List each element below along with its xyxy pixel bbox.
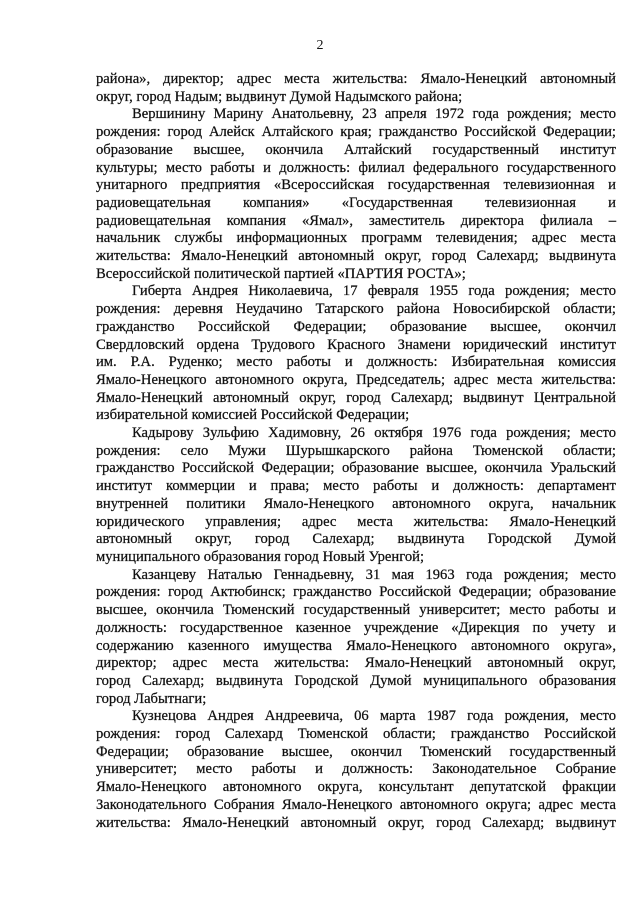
text-line: внутренней политики Ямало-Ненецкого автономного округа, начальник xyxy=(96,495,616,512)
text-line: Вершинину Марину Анатольевну, 23 апреля 1972 года рождения; место xyxy=(132,106,616,123)
text-line: жительства: Ямало-Ненецкий автономный округ, город Салехард; выдвинута xyxy=(96,248,616,265)
text-line: гражданство Российской Федерации; образование высшее, окончила Уральский xyxy=(96,460,616,477)
text-line: Кузнецова Андрея Андреевича, 06 марта 1987 года рождения, место xyxy=(132,708,616,725)
text-line: высшее, окончила Тюменский государственный университет; место работы и xyxy=(96,602,616,619)
text-line: рождения: город Алейск Алтайского края; гражданство Российской Федерации; xyxy=(96,124,616,141)
text-line: рождения: село Мужи Шурышкарского района Тюменской области; xyxy=(96,442,616,459)
text-line: должность: государственное казенное учреждение «Дирекция по учету и xyxy=(96,619,616,636)
text-line: Кадырову Зульфию Хадимовну, 26 октября 1976 года рождения; место xyxy=(132,425,616,442)
text-line: унитарного предприятия «Всероссийская государственная телевизионная и xyxy=(96,177,616,194)
text-line: институт коммерции и права; место работы и должность: департамент xyxy=(96,478,616,495)
text-line: юридического управления; адрес места жительства: Ямало-Ненецкий xyxy=(96,513,616,530)
text-line: Ямало-Ненецкого автономного округа, консультант депутатской фракции xyxy=(96,779,616,796)
text-line: директор; адрес места жительства: Ямало-Ненецкий автономный округ, xyxy=(96,655,616,672)
text-line: содержанию казенного имущества Ямало-Ненецкого автономного округа», xyxy=(96,637,616,654)
text-line: радиовещательная компания «Ямал», заместитель директора филиала – xyxy=(96,212,616,229)
text-line: город Лабытнаги; xyxy=(96,690,207,707)
text-line: района», директор; адрес места жительства: Ямало-Ненецкий автономный xyxy=(96,71,616,87)
text-line: Законодательного Собрания Ямало-Ненецкого автономного округа; адрес места xyxy=(96,796,616,813)
text-line: радиовещательная компания» «Государственная телевизионная и xyxy=(96,194,616,211)
text-line: начальник службы информационных программ телевидения; адрес места xyxy=(96,230,616,247)
text-line: округ, город Надым; выдвинут Думой Надымского района; xyxy=(96,88,463,105)
text-line: рождения: деревня Неудачино Татарского района Новосибирской области; xyxy=(96,301,616,318)
text-line: Казанцеву Наталью Геннадьевну, 31 мая 1963 года рождения; место xyxy=(132,566,616,583)
text-line: гражданство Российской Федерации; образование высшее, окончил xyxy=(96,318,616,335)
text-line: жительства: Ямало-Ненецкий автономный округ, город Салехард; выдвинут xyxy=(96,814,616,831)
text-line: Ямало-Ненецкого автономного округа, Председатель; адрес места жительства: xyxy=(96,371,616,388)
text-line: университет; место работы и должность: Законодательное Собрание xyxy=(96,761,616,778)
text-line: город Салехард; выдвинута Городской Думой муниципального образования xyxy=(96,672,616,689)
text-line: им. Р.А. Руденко; место работы и должность: Избирательная комиссия xyxy=(96,354,616,371)
text-line: рождения: город Актюбинск; гражданство Российской Федерации; образование xyxy=(96,584,616,601)
text-line: муниципального образования город Новый Уренгой; xyxy=(96,548,425,565)
text-line: культуры; место работы и должность: филиал федерального государственного xyxy=(96,159,616,176)
text-line: автономный округ, город Салехард; выдвинута Городской Думой xyxy=(96,531,616,548)
page-number: 2 xyxy=(316,38,324,53)
text-line: Всероссийской политической партией «ПАРТИЯ РОСТА»; xyxy=(96,265,466,282)
text-line: Федерации; образование высшее, окончил Тюменский государственный xyxy=(96,743,616,760)
text-line: рождения: город Салехард Тюменской области; гражданство Российской xyxy=(96,726,616,743)
text-line: Свердловский ордена Трудового Красного Знамени юридический институт xyxy=(96,336,616,353)
document-body xyxy=(96,71,616,832)
text-line: Гиберта Андрея Николаевича, 17 февраля 1955 года рождения; место xyxy=(132,283,616,300)
text-line: Ямало-Ненецкий автономный округ, город Салехард; выдвинут Центральной xyxy=(96,389,616,406)
text-line: избирательной комиссией Российской Федерации; xyxy=(96,407,410,424)
text-line: образование высшее, окончила Алтайский государственный институт xyxy=(96,141,616,158)
